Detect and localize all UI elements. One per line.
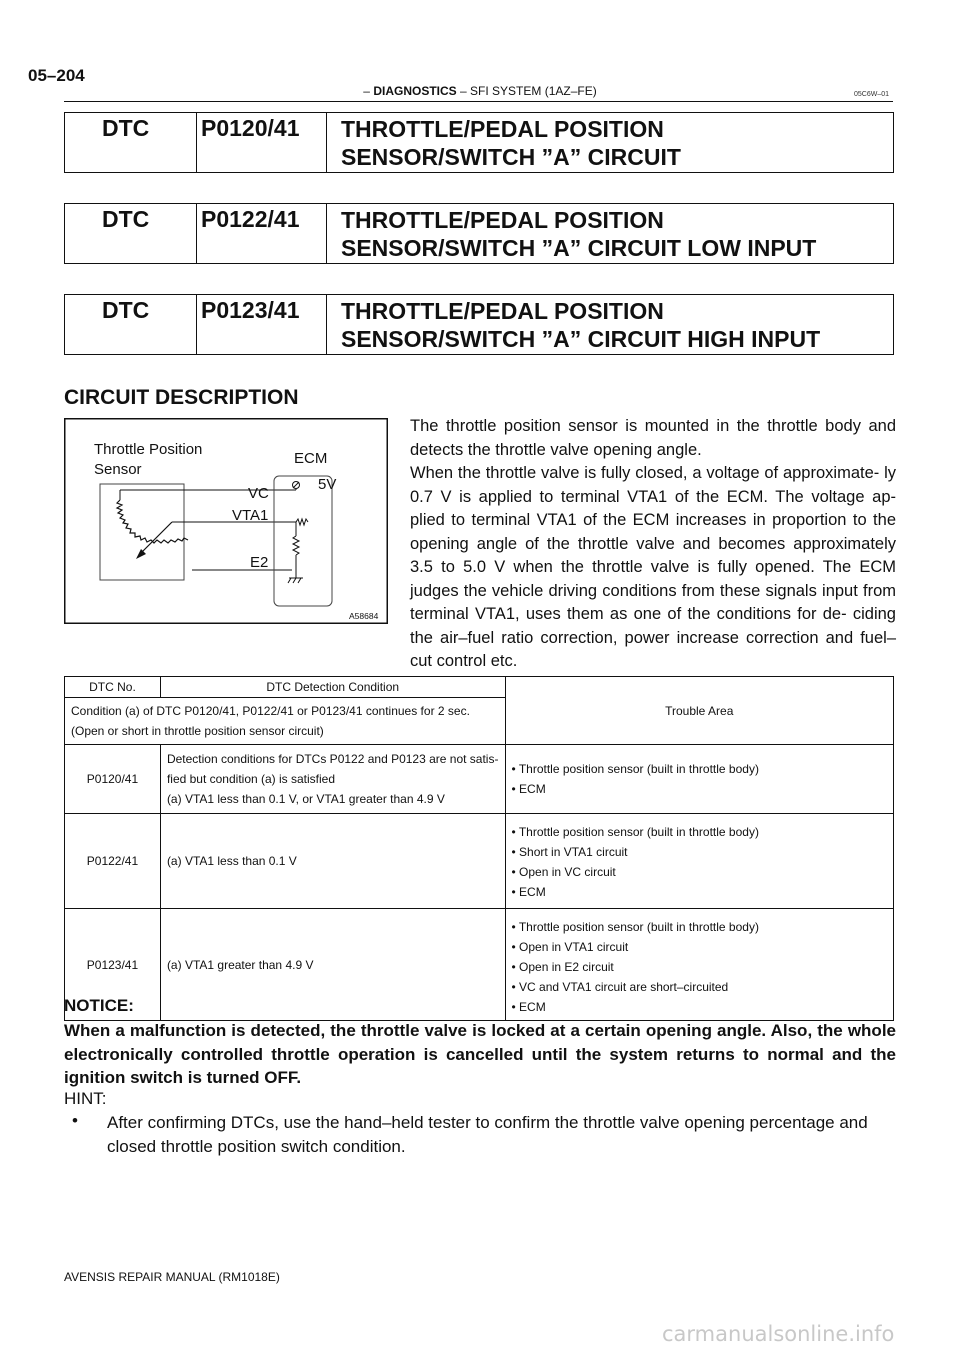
circuit-diagram <box>64 418 388 624</box>
dtc-label: DTC <box>102 206 150 232</box>
row-trouble-area <box>505 814 894 909</box>
row-dtc: P0120/41 <box>65 745 161 814</box>
table-row <box>65 814 894 909</box>
trouble-item: • Open in E2 circuit <box>511 960 614 974</box>
diagram-vta1-label: VTA1 <box>232 507 269 524</box>
dtc-title-line1: THROTTLE/PEDAL POSITION <box>341 207 664 233</box>
dtc-title-line1: THROTTLE/PEDAL POSITION <box>341 116 664 142</box>
dtc-title-line1: THROTTLE/PEDAL POSITION <box>341 298 664 324</box>
common-condition-line2: (Open or short in throttle position sensor circuit) <box>71 724 324 738</box>
header-dtc-no: DTC No. <box>65 677 161 698</box>
row-condition-line: Detection conditions for DTCs P0122 and P0123 are not satis- <box>166 752 499 766</box>
hint-title: HINT: <box>64 1089 107 1108</box>
doc-code: 05C6W–01 <box>854 91 890 98</box>
diagram-sensor-label-1: Throttle Position <box>94 441 203 458</box>
row-dtc: P0123/41 <box>65 909 161 1021</box>
diagram-e2-label: E2 <box>250 554 269 571</box>
dtc-title-box-p0120 <box>64 112 894 173</box>
dtc-code: P0122/41 <box>201 206 300 232</box>
header-dash-2: – <box>460 84 467 98</box>
dtc-title-box-p0123 <box>64 294 894 355</box>
row-condition-line: (a) VTA1 less than 0.1 V, or VTA1 greater than 4.9 V <box>166 792 445 806</box>
notice-body: When a malfunction is detected, the throttle valve is locked at a certain opening angle. Also, the whole electronically controlled throttle operation is cancelled until the system returns to normal and the ignition switch is turned OFF. <box>64 1021 896 1087</box>
dtc-code: P0123/41 <box>201 297 300 323</box>
dtc-code-cell <box>196 295 327 354</box>
header-section: DIAGNOSTICS <box>373 84 457 98</box>
diagram-vc-label: VC <box>248 485 269 502</box>
trouble-item: • Open in VTA1 circuit <box>511 940 629 954</box>
table-row <box>65 909 894 1021</box>
description-paragraph-1: The throttle position sensor is mounted in the throttle body and detects the throttle valve opening angle. <box>410 417 896 459</box>
trouble-item: • ECM <box>511 1000 546 1014</box>
watermark: carmanualsonline.info <box>662 1322 895 1346</box>
diagram-figure-code: A58684 <box>349 611 379 621</box>
row-condition: (a) VTA1 greater than 4.9 V <box>160 909 505 1021</box>
circuit-description-text <box>410 415 896 674</box>
header-detection-condition: DTC Detection Condition <box>160 677 505 698</box>
row-condition-line: fied but condition (a) is satisfied <box>166 772 336 786</box>
header-subsection: SFI SYSTEM (1AZ–FE) <box>470 84 597 98</box>
row-trouble-area <box>505 745 894 814</box>
dtc-code: P0120/41 <box>201 115 300 141</box>
circuit-description-title: CIRCUIT DESCRIPTION <box>64 386 299 409</box>
manual-footer: AVENSIS REPAIR MANUAL (RM1018E) <box>64 1270 280 1284</box>
dtc-title-text <box>341 297 820 353</box>
notice-title: NOTICE: <box>64 996 134 1015</box>
header-rule <box>64 101 893 102</box>
running-header <box>0 84 960 98</box>
dtc-title-box-p0122 <box>64 203 894 264</box>
trouble-item: • Throttle position sensor (built in throttle body) <box>511 825 759 839</box>
trouble-item: • ECM <box>511 885 546 899</box>
page-number: 05–204 <box>28 66 85 85</box>
trouble-item: • Throttle position sensor (built in throttle body) <box>511 762 759 776</box>
common-condition-cell <box>65 698 506 745</box>
diagram-ecm-label: ECM <box>294 450 328 467</box>
common-condition-line1: Condition (a) of DTC P0120/41, P0122/41 or P0123/41 continues for 2 sec. <box>71 704 470 718</box>
header-dash: – <box>363 84 370 98</box>
trouble-item: • Throttle position sensor (built in throttle body) <box>511 920 759 934</box>
dtc-title-line2: SENSOR/SWITCH ”A” CIRCUIT LOW INPUT <box>341 235 817 261</box>
dtc-label-cell <box>65 204 197 263</box>
diagram-5v-label: 5V <box>318 476 337 493</box>
trouble-item: • Short in VTA1 circuit <box>511 845 628 859</box>
dtc-title-text <box>341 115 681 171</box>
dtc-label-cell <box>65 295 197 354</box>
dtc-title-line2: SENSOR/SWITCH ”A” CIRCUIT HIGH INPUT <box>341 326 821 352</box>
dtc-code-cell <box>196 204 327 263</box>
header-trouble-area: Trouble Area <box>505 677 894 745</box>
dtc-code-cell <box>196 113 327 172</box>
trouble-item: • Open in VC circuit <box>511 865 616 879</box>
dtc-table <box>64 676 894 1021</box>
dtc-title-line2: SENSOR/SWITCH ”A” CIRCUIT <box>341 144 681 170</box>
row-condition: (a) VTA1 less than 0.1 V <box>160 814 505 909</box>
row-condition <box>160 745 505 814</box>
hint-text: After confirming DTCs, use the hand–held tester to confirm the throttle valve opening percentage and closed throttle position switch condition. <box>107 1113 868 1156</box>
dtc-label: DTC <box>102 115 150 141</box>
hint-bullet: • <box>72 1111 78 1130</box>
table-row <box>65 745 894 814</box>
trouble-item: • VC and VTA1 circuit are short–circuited <box>511 980 729 994</box>
dtc-label: DTC <box>102 297 150 323</box>
dtc-label-cell <box>65 113 197 172</box>
row-trouble-area <box>505 909 894 1021</box>
trouble-item: • ECM <box>511 782 546 796</box>
row-dtc: P0122/41 <box>65 814 161 909</box>
dtc-title-text <box>341 206 816 262</box>
description-paragraph-2: When the throttle valve is fully closed, a voltage of approximate- ly 0.7 V is applied to terminal VTA1 of the ECM. The voltage ap- plied to terminal VTA1 of the ECM increases in proportion to the opening angle of the throttle valve and becomes approximately 3.5 to 5.0 V when the throttle valve is fully opened. The ECM judges the vehicle driving conditions from these signals input from terminal VTA1, uses them as one of the conditions for de- ciding the air–fuel ratio correction, power increase correction and fuel–cut control etc. <box>410 464 896 670</box>
table-header-row <box>65 677 894 698</box>
diagram-sensor-label-2: Sensor <box>94 461 142 478</box>
